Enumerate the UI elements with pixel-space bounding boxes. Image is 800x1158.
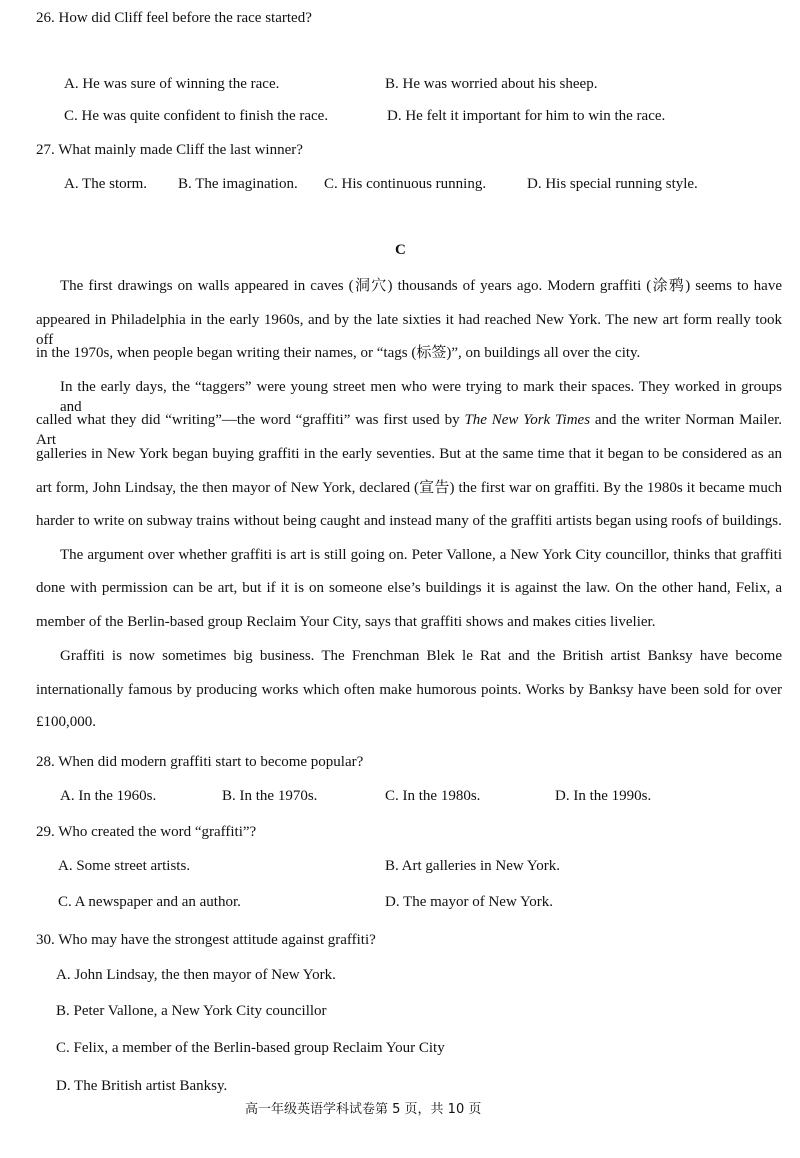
q26-option-c: C. He was quite confident to finish the race. <box>64 108 329 124</box>
q28-option-c: C. In the 1980s. <box>385 788 481 804</box>
passage-line: £100,000. <box>36 714 96 730</box>
passage-line: internationally famous by producing works which often make humorous points. Works by Banksy have been sold for over <box>36 682 782 698</box>
passage-line: harder to write on subway trains without being caught and instead many of the graffiti artists began using roofs of buildings. <box>36 513 782 529</box>
q29-option-c: C. A newspaper and an author. <box>58 894 241 910</box>
q27-option-b: B. The imagination. <box>178 176 298 192</box>
q28-option-a: A. In the 1960s. <box>60 788 157 804</box>
page-footer: 高一年级英语学科试卷第 5 页，共 10 页 <box>245 1102 482 1117</box>
q28-option-d: D. In the 1990s. <box>555 788 652 804</box>
passage-line: in the 1970s, when people began writing their names, or “tags (标签)”, on buildings all over the city. <box>36 345 641 361</box>
passage-line: Graffiti is now sometimes big business. The Frenchman Blek le Rat and the British artist Banksy have become <box>60 648 782 664</box>
q26-option-d: D. He felt it important for him to win the race. <box>387 108 666 124</box>
q30-option-d: D. The British artist Banksy. <box>56 1078 228 1094</box>
passage-line: appeared in Philadelphia in the early 1960s, and by the late sixties it had reached New York. The new art form really took off <box>36 312 782 348</box>
q30-option-c: C. Felix, a member of the Berlin-based group Reclaim Your City <box>56 1040 445 1056</box>
question-30: 30. Who may have the strongest attitude against graffiti? <box>36 932 376 948</box>
question-27: 27. What mainly made Cliff the last winner? <box>36 142 303 158</box>
question-28: 28. When did modern graffiti start to become popular? <box>36 754 364 770</box>
q29-option-b: B. Art galleries in New York. <box>385 858 560 874</box>
q30-option-a: A. John Lindsay, the then mayor of New York. <box>56 967 336 983</box>
passage-line: galleries in New York began buying graffiti in the early seventies. But at the same time that it began to be considered as an <box>36 446 782 462</box>
q27-option-d: D. His special running style. <box>527 176 698 192</box>
q26-option-b: B. He was worried about his sheep. <box>385 76 598 92</box>
section-title: C <box>395 242 406 258</box>
q27-option-c: C. His continuous running. <box>324 176 487 192</box>
q26-option-a: A. He was sure of winning the race. <box>64 76 280 92</box>
passage-line: art form, John Lindsay, the then mayor of New York, declared (宣告) the first war on graffiti. By the 1980s it became much <box>36 480 782 496</box>
q30-option-b: B. Peter Vallone, a New York City councillor <box>56 1003 327 1019</box>
q29-option-a: A. Some street artists. <box>58 858 191 874</box>
passage-line: called what they did “writing”—the word “graffiti” was first used by The New York Times and the writer Norman Mailer. Art <box>36 412 783 448</box>
passage-line: In the early days, the “taggers” were young street men who were trying to mark their spaces. They worked in groups and <box>60 379 782 415</box>
q28-option-b: B. In the 1970s. <box>222 788 318 804</box>
passage-line: member of the Berlin-based group Reclaim Your City, says that graffiti shows and makes cities livelier. <box>36 614 656 630</box>
q29-option-d: D. The mayor of New York. <box>385 894 554 910</box>
passage-line: The argument over whether graffiti is art is still going on. Peter Vallone, a New York City councillor, thinks that graffiti <box>60 547 782 563</box>
question-26: 26. How did Cliff feel before the race started? <box>36 10 312 26</box>
question-29: 29. Who created the word “graffiti”? <box>36 824 257 840</box>
q27-option-a: A. The storm. <box>64 176 148 192</box>
passage-line: done with permission can be art, but if it is on someone else’s buildings it is against the law. On the other hand, Felix, a <box>36 580 782 596</box>
passage-line: The first drawings on walls appeared in caves (洞穴) thousands of years ago. Modern graffiti (涂鸦) seems to have <box>60 278 782 294</box>
